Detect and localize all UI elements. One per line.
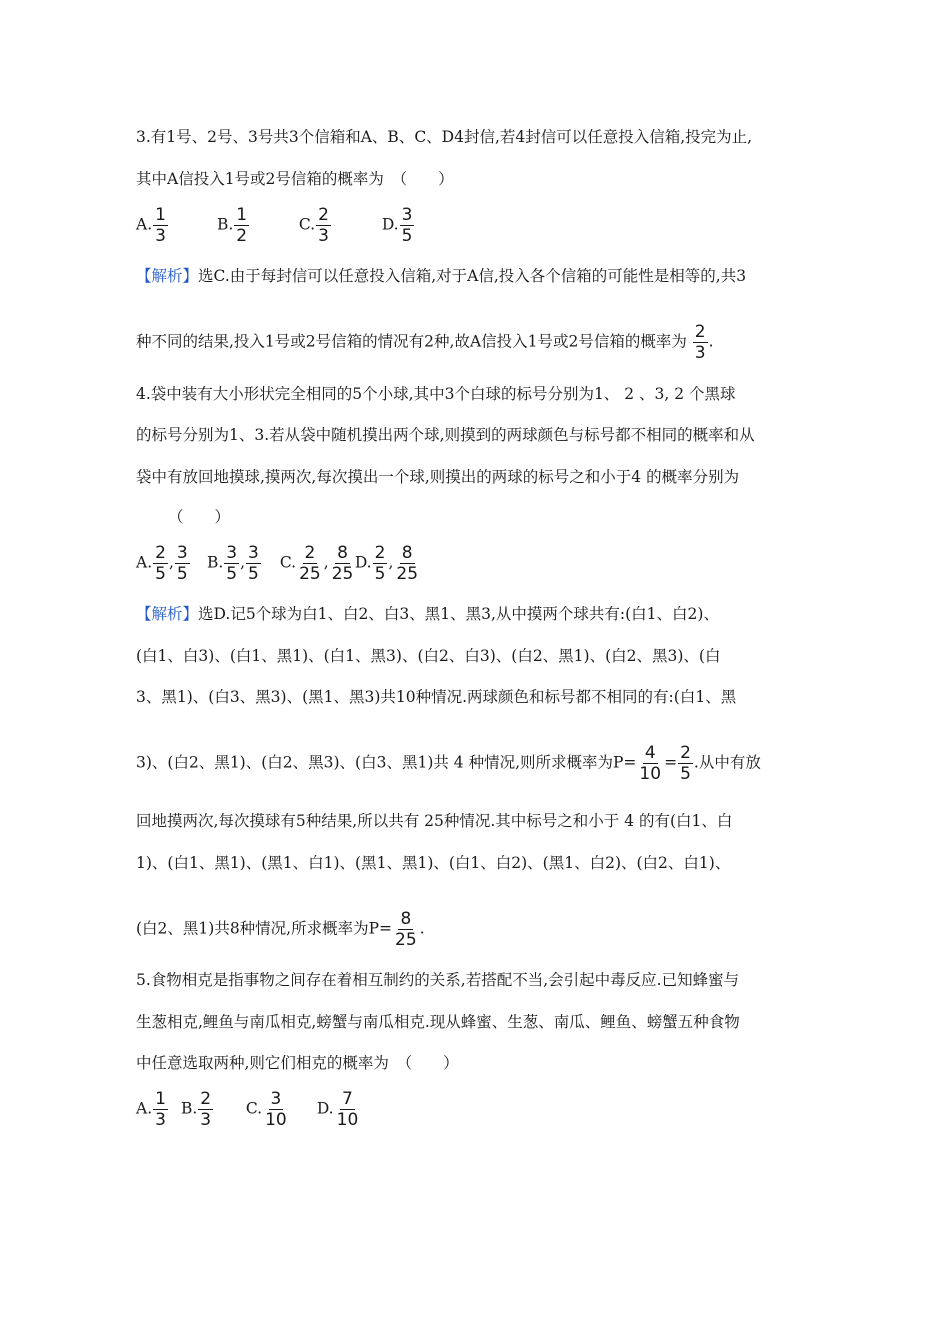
fraction-denominator: 5 [176,564,188,584]
fraction-numerator: 2 [304,543,316,563]
fraction-numerator: 2 [694,322,706,342]
text: . [419,919,425,938]
q5-options [136,1089,361,1130]
fraction-numerator: 2 [680,743,691,763]
text: B. [206,553,224,572]
q4-option-a [136,543,202,584]
fraction-denominator: 10 [639,764,662,784]
fraction-denominator: 5 [226,564,238,584]
fraction [297,543,323,584]
fraction-numerator: 4 [644,743,656,763]
text: B. [216,215,234,234]
fraction-numerator: 7 [342,1089,353,1109]
fraction-denominator: 5 [248,564,259,584]
fraction-denominator: 5 [401,226,413,246]
q4-solution-line2: (白1、白3)、(白1、黑1)、(白1、黑3)、(白2、白3)、(白2、黑1)、(白2、黑3)、(白 [136,647,721,665]
text: .从中有放 [693,753,761,772]
fraction [330,543,356,584]
fraction-denominator: 25 [395,930,417,950]
text: . [708,332,714,351]
q3-option-a [136,205,212,246]
text: A. [136,1099,153,1118]
fraction [637,743,663,784]
q4-stem-line1: 4.袋中装有大小形状完全相同的5个小球,其中3个白球的标号分别为1、 2 、3, 2 个黑球 [136,385,736,403]
text: B. [180,1099,198,1118]
q3-option-d [382,205,416,246]
solution-tag: 【解析】 [136,267,199,285]
q4-option-c [279,543,354,584]
fraction-numerator: 3 [270,1089,282,1109]
text: D. [316,1099,334,1118]
fraction-numerator: 8 [400,909,412,929]
fraction-numerator: 3 [248,543,259,563]
fraction [175,543,190,584]
fraction-denominator: 5 [155,564,166,584]
q5-option-a [136,1089,176,1130]
fraction [400,205,415,246]
q3-stem-line1: 3.有1号、2号、3号共3个信箱和A、B、C、D4封信,若4封信可以任意投入信箱,投完为止, [136,128,753,146]
fraction [246,543,261,584]
text: , [168,553,174,572]
q3-option-c [299,205,377,246]
q3-option-b [217,205,294,246]
q5-option-c [246,1089,312,1130]
q3-solution-line2 [136,322,714,363]
fraction-denominator: 10 [265,1110,287,1130]
q4-stem-paren: （ ） [168,508,231,526]
fraction-numerator: 8 [337,543,348,563]
text: D. [354,553,372,572]
fraction-numerator: 1 [155,205,166,225]
fraction [234,205,249,246]
text: D. [381,215,399,234]
fraction [224,543,239,584]
q4-option-b [207,543,275,584]
text: , [323,553,329,572]
q4-solution-line3: 3、黑1)、(白3、黑3)、(黑1、黑3)共10种情况.两球颜色和标号都不相同的有:(白1、黑 [136,688,737,706]
text: C. [298,215,316,234]
fraction-numerator: 2 [155,543,166,563]
fraction-numerator: 3 [401,205,413,225]
fraction-numerator: 8 [401,543,413,563]
text: 3)、(白2、黑1)、(白2、黑3)、(白3、黑1)共 4 种情况,则所求概率为P= [136,753,637,772]
fraction-numerator: 1 [236,205,248,225]
fraction-denominator: 2 [236,226,248,246]
text: C. [245,1099,263,1118]
text: C. [279,553,297,572]
fraction [263,1089,289,1130]
q4-solution-line1 [136,604,719,624]
fraction-denominator: 25 [396,564,419,584]
q4-stem-line3: 袋中有放回地摸球,摸两次,每次摸出一个球,则摸出的两球的标号之和小于4 的概率分别为 [136,468,740,486]
fraction-denominator: 3 [694,343,706,363]
text: (白2、黑1)共8种情况,所求概率为P= [136,919,393,938]
fraction-denominator: 3 [200,1110,212,1130]
fraction [394,543,420,584]
q4-options [136,543,421,584]
fraction-numerator: 3 [226,543,238,563]
q4-solution-line5: 回地摸两次,每次摸球有5种结果,所以共有 25种情况.其中标号之和小于 4 的有(白1、白 [136,812,733,830]
fraction [693,322,708,363]
q4-solution-line7 [136,909,425,950]
fraction-denominator: 25 [331,564,354,584]
fraction [373,543,388,584]
q5-option-d [317,1089,361,1130]
fraction-denominator: 3 [318,226,329,246]
fraction-denominator: 10 [336,1110,359,1130]
fraction-numerator: 3 [176,543,188,563]
fraction [153,543,168,584]
fraction [678,743,693,784]
text: A. [136,553,153,572]
q4-option-d [355,543,421,584]
fraction-numerator: 2 [200,1089,212,1109]
q5-stem-line3: 中任意选取两种,则它们相克的概率为 （ ） [136,1054,459,1072]
text: , [388,553,394,572]
q5-stem-line1: 5.食物相克是指事物之间存在着相互制约的关系,若搭配不当,会引起中毒反应.已知蜂蜜与 [136,971,740,989]
fraction [335,1089,361,1130]
fraction-denominator: 25 [299,564,321,584]
q5-stem-line2: 生葱相克,鲤鱼与南瓜相克,螃蟹与南瓜相克.现从蜂蜜、生葱、南瓜、鲤鱼、螃蟹五种食物 [136,1013,740,1031]
fraction-numerator: 2 [374,543,386,563]
q3-options [136,205,415,246]
fraction-denominator: 5 [374,564,386,584]
q3-stem-line2: 其中A信投入1号或2号信箱的概率为 （ ） [136,170,454,188]
text: 选C.由于每封信可以任意投入信箱,对于A信,投入各个信箱的可能性是相等的,共3 [198,267,747,285]
text: 种不同的结果,投入1号或2号信箱的情况有2种,故A信投入1号或2号信箱的概率为 [136,332,687,351]
fraction [153,205,168,246]
fraction-denominator: 3 [155,1110,166,1130]
fraction-numerator: 2 [318,205,329,225]
fraction-denominator: 3 [155,226,166,246]
q3-solution-line1 [136,266,746,286]
text: = [664,753,678,772]
fraction [153,1089,168,1130]
fraction-numerator: 1 [155,1089,166,1109]
text: A. [136,215,153,234]
q5-option-b [181,1089,241,1130]
fraction [393,909,419,950]
q4-solution-line6: 1)、(白1、黑1)、(黑1、白1)、(黑1、黑1)、(白1、白2)、(黑1、白2)、(白2、白1)、 [136,854,731,872]
q4-solution-line4 [136,743,761,784]
fraction [316,205,331,246]
fraction-denominator: 5 [680,764,691,784]
solution-tag: 【解析】 [136,605,199,623]
text: , [240,553,246,572]
fraction [198,1089,213,1130]
q4-stem-line2: 的标号分别为1、3.若从袋中随机摸出两个球,则摸到的两球颜色与标号都不相同的概率和从 [136,426,755,444]
text: 选D.记5个球为白1、白2、白3、黑1、黑3,从中摸两个球共有:(白1、白2)、 [198,605,719,623]
